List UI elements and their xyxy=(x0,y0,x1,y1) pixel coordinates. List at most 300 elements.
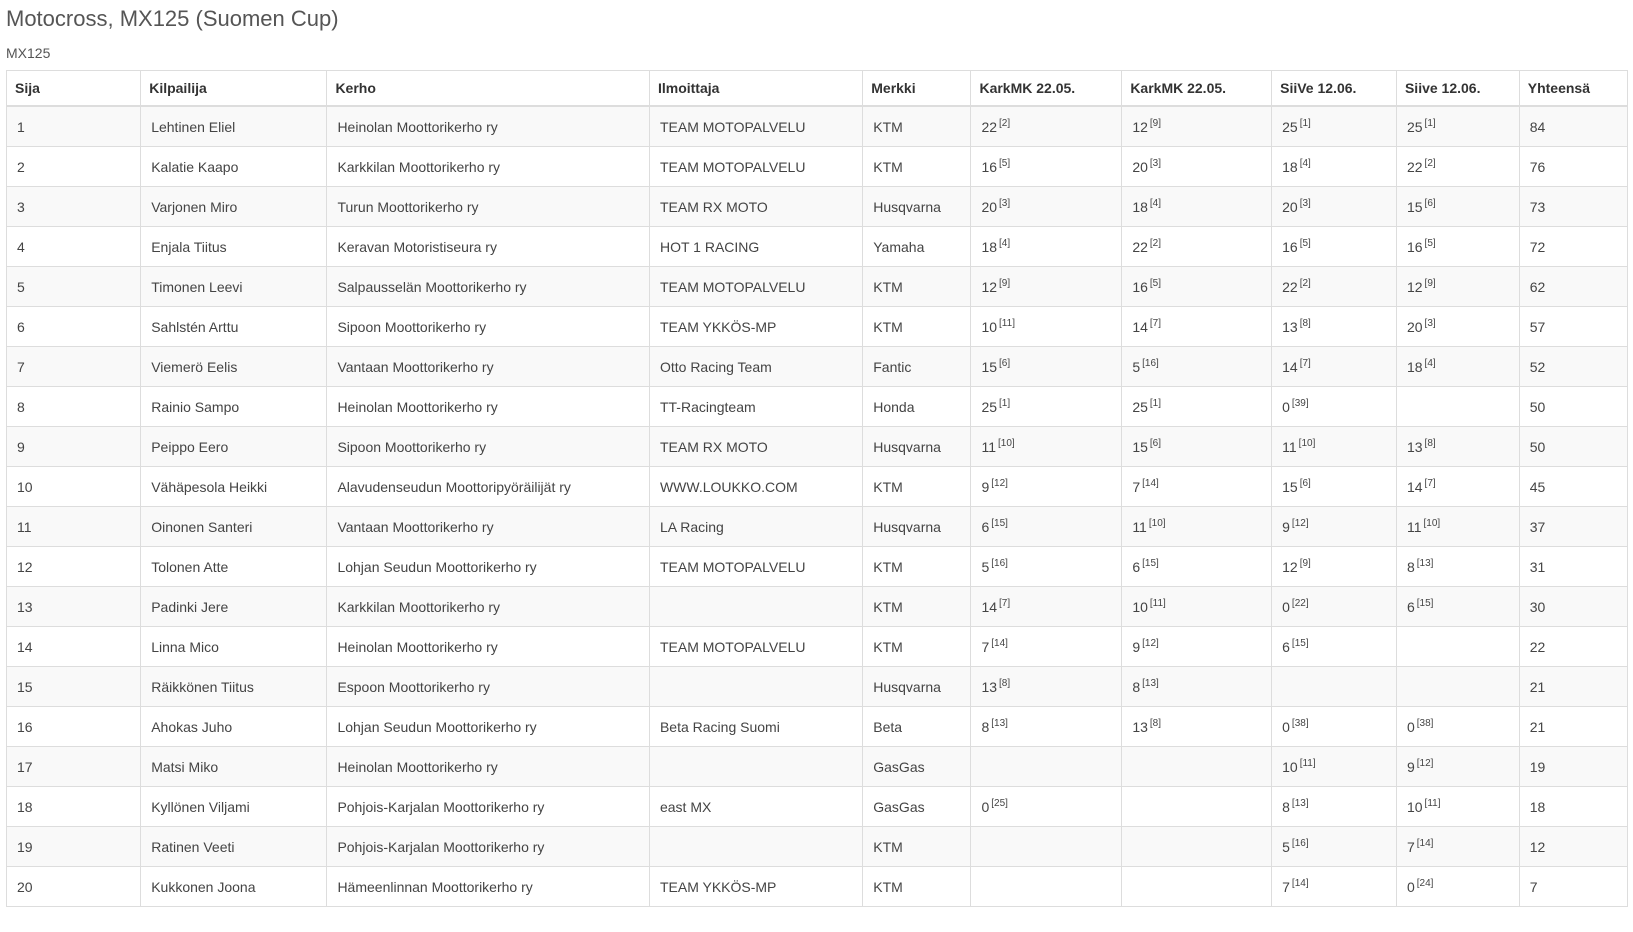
race-points: 8 xyxy=(1406,559,1415,575)
race-points-cell xyxy=(1122,667,1272,707)
table-row xyxy=(7,867,1628,907)
position-cell: 3 xyxy=(7,187,141,227)
race-points: 0 xyxy=(1282,719,1290,735)
race-position: [5] xyxy=(1424,238,1436,249)
brand-cell: GasGas xyxy=(863,787,971,827)
race-position: [2] xyxy=(1424,158,1436,169)
race-position: [7] xyxy=(1424,478,1436,489)
club-cell: Heinolan Moottorikerho ry xyxy=(327,747,650,787)
race-points: 9 xyxy=(1282,519,1290,535)
race-points-cell xyxy=(971,467,1122,507)
race-position: [25] xyxy=(991,798,1008,809)
position-cell: 4 xyxy=(7,227,141,267)
position-cell: 15 xyxy=(7,667,141,707)
race-points-cell xyxy=(1396,106,1519,147)
race-position: [9] xyxy=(999,278,1011,289)
table-row xyxy=(7,187,1628,227)
race-points: 16 xyxy=(981,159,998,175)
race-points-cell xyxy=(1122,387,1272,427)
rider-name-cell: Sahlstén Arttu xyxy=(141,307,327,347)
race-points: 20 xyxy=(1406,319,1423,335)
race-points-cell xyxy=(1272,667,1397,707)
total-points-cell: 45 xyxy=(1519,467,1627,507)
club-cell: Keravan Motoristiseura ry xyxy=(327,227,650,267)
race-position: [12] xyxy=(1416,758,1434,769)
race-points-cell xyxy=(1122,147,1272,187)
race-points-cell xyxy=(1396,867,1519,907)
race-position: [12] xyxy=(1291,518,1309,529)
race-position: [10] xyxy=(1148,518,1166,529)
table-row xyxy=(7,547,1628,587)
table-row xyxy=(7,147,1628,187)
race-points-cell xyxy=(1272,547,1397,587)
brand-cell: KTM xyxy=(863,106,971,147)
class-subtitle: MX125 xyxy=(6,45,51,61)
race-position: [8] xyxy=(1424,438,1436,449)
position-cell: 1 xyxy=(7,106,141,147)
total-points-cell: 50 xyxy=(1519,427,1627,467)
column-header[interactable]: Ilmoittaja xyxy=(649,71,862,107)
race-position: [24] xyxy=(1416,878,1434,889)
race-points-cell xyxy=(1396,147,1519,187)
rider-name-cell: Matsi Miko xyxy=(141,747,327,787)
race-points: 12 xyxy=(981,279,998,295)
position-cell: 2 xyxy=(7,147,141,187)
team-cell xyxy=(649,747,862,787)
race-position: [10] xyxy=(1423,518,1441,529)
race-points: 25 xyxy=(1406,119,1423,135)
position-cell: 13 xyxy=(7,587,141,627)
race-points: 7 xyxy=(1282,879,1290,895)
position-cell: 6 xyxy=(7,307,141,347)
race-position: [14] xyxy=(991,638,1008,649)
race-points: 18 xyxy=(981,239,998,255)
race-points: 7 xyxy=(1132,479,1141,495)
race-position: [15] xyxy=(991,518,1008,529)
race-points: 13 xyxy=(1132,719,1148,735)
race-points-cell xyxy=(971,827,1122,867)
race-points-cell xyxy=(1272,427,1397,467)
table-row xyxy=(7,827,1628,867)
race-points-cell xyxy=(1122,227,1272,267)
column-header[interactable]: Kerho xyxy=(327,71,650,107)
race-points: 9 xyxy=(981,479,990,495)
race-points: 15 xyxy=(1406,199,1423,215)
race-points-cell xyxy=(1396,387,1519,427)
table-row xyxy=(7,227,1628,267)
race-points: 20 xyxy=(1132,159,1148,175)
race-points-cell xyxy=(1122,427,1272,467)
race-points-cell xyxy=(1122,267,1272,307)
rider-name-cell: Oinonen Santeri xyxy=(141,507,327,547)
page-title: Motocross, MX125 (Suomen Cup) xyxy=(6,6,339,31)
column-header[interactable]: SiiVe 12.06. xyxy=(1272,71,1397,107)
table-row xyxy=(7,347,1628,387)
club-cell: Pohjois-Karjalan Moottorikerho ry xyxy=(327,827,650,867)
race-points-cell xyxy=(1122,507,1272,547)
race-points-cell xyxy=(971,387,1122,427)
table-row xyxy=(7,307,1628,347)
race-position: [2] xyxy=(999,118,1011,129)
race-points: 8 xyxy=(1282,799,1290,815)
race-points: 6 xyxy=(1282,639,1290,655)
race-points-cell xyxy=(971,867,1122,907)
brand-cell: GasGas xyxy=(863,747,971,787)
team-cell: TEAM RX MOTO xyxy=(649,187,862,227)
race-points-cell xyxy=(1272,787,1397,827)
race-points-cell xyxy=(1122,827,1272,867)
race-points: 11 xyxy=(1406,519,1422,535)
club-cell: Vantaan Moottorikerho ry xyxy=(327,347,650,387)
brand-cell: KTM xyxy=(863,467,971,507)
team-cell xyxy=(649,587,862,627)
race-position: [14] xyxy=(1291,878,1309,889)
rider-name-cell: Varjonen Miro xyxy=(141,187,327,227)
race-points: 25 xyxy=(1282,119,1298,135)
total-points-cell: 73 xyxy=(1519,187,1627,227)
race-points-cell xyxy=(971,427,1122,467)
race-position: [7] xyxy=(1149,318,1162,329)
rider-name-cell: Kyllönen Viljami xyxy=(141,787,327,827)
race-points-cell xyxy=(1122,347,1272,387)
race-points-cell xyxy=(1396,587,1519,627)
race-points-cell xyxy=(1272,187,1397,227)
rider-name-cell: Ratinen Veeti xyxy=(141,827,327,867)
brand-cell: KTM xyxy=(863,147,971,187)
column-header[interactable]: Siive 12.06. xyxy=(1396,71,1519,107)
table-row xyxy=(7,467,1628,507)
brand-cell: Honda xyxy=(863,387,971,427)
race-position: [11] xyxy=(999,318,1015,329)
rider-name-cell: Tolonen Atte xyxy=(141,547,327,587)
column-header[interactable]: Yhteensä xyxy=(1519,71,1627,107)
race-points: 9 xyxy=(1132,639,1141,655)
results-table xyxy=(6,70,1628,907)
club-cell: Sipoon Moottorikerho ry xyxy=(327,427,650,467)
brand-cell: Husqvarna xyxy=(863,427,971,467)
rider-name-cell: Vähäpesola Heikki xyxy=(141,467,327,507)
table-row xyxy=(7,106,1628,147)
column-header[interactable]: Merkki xyxy=(863,71,971,107)
race-points: 18 xyxy=(1406,359,1423,375)
race-points-cell xyxy=(1396,667,1519,707)
brand-cell: Husqvarna xyxy=(863,507,971,547)
results-body xyxy=(7,106,1628,907)
race-position: [22] xyxy=(1291,598,1309,609)
race-points: 0 xyxy=(1406,719,1415,735)
total-points-cell: 30 xyxy=(1519,587,1627,627)
race-points-cell xyxy=(971,787,1122,827)
position-cell: 8 xyxy=(7,387,141,427)
table-row xyxy=(7,507,1628,547)
race-position: [13] xyxy=(1291,798,1309,809)
team-cell: TEAM YKKÖS-MP xyxy=(649,867,862,907)
position-cell: 20 xyxy=(7,867,141,907)
team-cell: Beta Racing Suomi xyxy=(649,707,862,747)
race-points-cell xyxy=(1396,707,1519,747)
position-cell: 7 xyxy=(7,347,141,387)
race-points-cell xyxy=(971,547,1122,587)
position-cell: 12 xyxy=(7,547,141,587)
race-position: [6] xyxy=(1299,478,1311,489)
race-position: [12] xyxy=(1142,638,1159,649)
position-cell: 19 xyxy=(7,827,141,867)
club-cell: Salpausselän Moottorikerho ry xyxy=(327,267,650,307)
race-points-cell xyxy=(1122,747,1272,787)
race-points-cell xyxy=(1396,347,1519,387)
race-points-cell xyxy=(1272,747,1397,787)
team-cell: TEAM YKKÖS-MP xyxy=(649,307,862,347)
brand-cell: Beta xyxy=(863,707,971,747)
rider-name-cell: Räikkönen Tiitus xyxy=(141,667,327,707)
race-position: [5] xyxy=(1299,238,1311,249)
race-points: 11 xyxy=(1282,439,1297,455)
race-position: [5] xyxy=(999,158,1011,169)
race-position: [13] xyxy=(1142,678,1159,689)
club-cell: Karkkilan Moottorikerho ry xyxy=(327,147,650,187)
race-points-cell xyxy=(1396,827,1519,867)
total-points-cell: 50 xyxy=(1519,387,1627,427)
race-position: [15] xyxy=(1291,638,1309,649)
race-points-cell xyxy=(1122,587,1272,627)
race-points: 7 xyxy=(1406,839,1415,855)
position-cell: 11 xyxy=(7,507,141,547)
brand-cell: KTM xyxy=(863,307,971,347)
race-points: 7 xyxy=(981,639,990,655)
race-position: [6] xyxy=(1149,438,1162,449)
total-points-cell: 21 xyxy=(1519,707,1627,747)
race-points: 14 xyxy=(1406,479,1423,495)
club-cell: Lohjan Seudun Moottorikerho ry xyxy=(327,547,650,587)
total-points-cell: 84 xyxy=(1519,106,1627,147)
table-row xyxy=(7,707,1628,747)
race-position: [6] xyxy=(999,358,1011,369)
race-points: 13 xyxy=(1406,439,1423,455)
race-points-cell xyxy=(1122,627,1272,667)
club-cell: Hämeenlinnan Moottorikerho ry xyxy=(327,867,650,907)
total-points-cell: 76 xyxy=(1519,147,1627,187)
race-points: 13 xyxy=(981,679,998,695)
brand-cell: KTM xyxy=(863,547,971,587)
race-points-cell xyxy=(1272,147,1397,187)
race-points-cell xyxy=(1272,827,1397,867)
brand-cell: KTM xyxy=(863,627,971,667)
race-points: 5 xyxy=(1132,359,1141,375)
race-points: 16 xyxy=(1132,279,1148,295)
race-position: [2] xyxy=(1149,238,1162,249)
race-position: [7] xyxy=(1299,358,1311,369)
race-position: [38] xyxy=(1416,718,1434,729)
column-header[interactable]: Sija xyxy=(7,71,141,107)
table-header-row xyxy=(7,71,1628,107)
race-points-cell xyxy=(1272,307,1397,347)
brand-cell: Fantic xyxy=(863,347,971,387)
column-header[interactable]: Kilpailija xyxy=(141,71,327,107)
club-cell: Karkkilan Moottorikerho ry xyxy=(327,587,650,627)
race-position: [10] xyxy=(1298,438,1316,449)
race-points: 25 xyxy=(981,399,998,415)
race-points: 9 xyxy=(1406,759,1415,775)
race-points-cell xyxy=(1272,106,1397,147)
race-points-cell xyxy=(1396,427,1519,467)
race-points-cell xyxy=(971,267,1122,307)
race-position: [14] xyxy=(1142,478,1159,489)
race-position: [11] xyxy=(1299,758,1316,769)
race-points: 10 xyxy=(1132,599,1148,615)
total-points-cell: 31 xyxy=(1519,547,1627,587)
race-position: [3] xyxy=(999,198,1011,209)
team-cell xyxy=(649,667,862,707)
column-header[interactable]: KarkMK 22.05. xyxy=(1122,71,1272,107)
race-points: 16 xyxy=(1282,239,1298,255)
race-position: [7] xyxy=(999,598,1011,609)
race-points: 8 xyxy=(1132,679,1141,695)
rider-name-cell: Kalatie Kaapo xyxy=(141,147,327,187)
brand-cell: Husqvarna xyxy=(863,187,971,227)
race-position: [39] xyxy=(1291,398,1309,409)
club-cell: Sipoon Moottorikerho ry xyxy=(327,307,650,347)
brand-cell: KTM xyxy=(863,827,971,867)
race-points: 13 xyxy=(1282,319,1298,335)
race-points: 0 xyxy=(1406,879,1415,895)
rider-name-cell: Linna Mico xyxy=(141,627,327,667)
race-position: [1] xyxy=(1149,398,1162,409)
race-points: 0 xyxy=(1282,599,1290,615)
race-points-cell xyxy=(971,147,1122,187)
race-points: 10 xyxy=(1282,759,1298,775)
race-points: 22 xyxy=(1282,279,1298,295)
race-points-cell xyxy=(1272,347,1397,387)
race-points-cell xyxy=(1396,627,1519,667)
race-position: [10] xyxy=(998,438,1015,449)
position-cell: 5 xyxy=(7,267,141,307)
position-cell: 17 xyxy=(7,747,141,787)
race-points-cell xyxy=(1396,787,1519,827)
race-points-cell xyxy=(1122,787,1272,827)
club-cell: Lohjan Seudun Moottorikerho ry xyxy=(327,707,650,747)
race-points-cell xyxy=(1272,587,1397,627)
race-position: [9] xyxy=(1299,558,1311,569)
race-points-cell xyxy=(1122,187,1272,227)
race-points-cell xyxy=(1272,507,1397,547)
race-points-cell xyxy=(971,106,1122,147)
race-points-cell xyxy=(1122,707,1272,747)
race-points: 20 xyxy=(981,199,998,215)
race-points-cell xyxy=(1122,307,1272,347)
rider-name-cell: Viemerö Eelis xyxy=(141,347,327,387)
race-position: [8] xyxy=(999,678,1011,689)
table-row xyxy=(7,667,1628,707)
club-cell: Alavudenseudun Moottoripyöräilijät ry xyxy=(327,467,650,507)
race-position: [16] xyxy=(1142,358,1159,369)
team-cell: TEAM MOTOPALVELU xyxy=(649,547,862,587)
race-points-cell xyxy=(1272,707,1397,747)
race-points: 10 xyxy=(981,319,998,335)
race-points: 11 xyxy=(1132,519,1147,535)
table-row xyxy=(7,587,1628,627)
race-points-cell xyxy=(971,747,1122,787)
team-cell: TEAM MOTOPALVELU xyxy=(649,147,862,187)
race-position: [13] xyxy=(991,718,1008,729)
race-position: [2] xyxy=(1299,278,1311,289)
race-position: [4] xyxy=(999,238,1011,249)
race-points-cell xyxy=(1272,627,1397,667)
total-points-cell: 22 xyxy=(1519,627,1627,667)
race-points-cell xyxy=(1396,227,1519,267)
race-points: 25 xyxy=(1132,399,1148,415)
race-points-cell xyxy=(1272,867,1397,907)
race-points: 22 xyxy=(1406,159,1423,175)
race-points-cell xyxy=(1396,547,1519,587)
position-cell: 10 xyxy=(7,467,141,507)
rider-name-cell: Enjala Tiitus xyxy=(141,227,327,267)
total-points-cell: 21 xyxy=(1519,667,1627,707)
race-position: [16] xyxy=(991,558,1008,569)
total-points-cell: 52 xyxy=(1519,347,1627,387)
column-header[interactable]: KarkMK 22.05. xyxy=(971,71,1122,107)
race-position: [3] xyxy=(1299,198,1311,209)
race-position: [15] xyxy=(1142,558,1159,569)
race-position: [5] xyxy=(1149,278,1162,289)
race-position: [16] xyxy=(1291,838,1309,849)
race-position: [9] xyxy=(1424,278,1436,289)
rider-name-cell: Timonen Leevi xyxy=(141,267,327,307)
total-points-cell: 37 xyxy=(1519,507,1627,547)
team-cell: TEAM MOTOPALVELU xyxy=(649,627,862,667)
race-points: 18 xyxy=(1132,199,1148,215)
race-position: [11] xyxy=(1424,798,1441,809)
table-row xyxy=(7,747,1628,787)
race-points: 12 xyxy=(1132,119,1148,135)
race-position: [1] xyxy=(999,398,1011,409)
race-points: 14 xyxy=(981,599,998,615)
table-row xyxy=(7,787,1628,827)
race-points-cell xyxy=(1272,267,1397,307)
club-cell: Vantaan Moottorikerho ry xyxy=(327,507,650,547)
brand-cell: KTM xyxy=(863,587,971,627)
total-points-cell: 7 xyxy=(1519,867,1627,907)
race-points: 11 xyxy=(981,439,996,455)
total-points-cell: 18 xyxy=(1519,787,1627,827)
club-cell: Espoon Moottorikerho ry xyxy=(327,667,650,707)
total-points-cell: 12 xyxy=(1519,827,1627,867)
race-points-cell xyxy=(971,667,1122,707)
position-cell: 16 xyxy=(7,707,141,747)
race-points-cell xyxy=(971,347,1122,387)
race-points: 14 xyxy=(1132,319,1148,335)
race-points: 6 xyxy=(1132,559,1141,575)
race-points: 5 xyxy=(1282,839,1290,855)
race-points: 8 xyxy=(981,719,990,735)
race-points: 12 xyxy=(1282,559,1298,575)
race-points: 22 xyxy=(1132,239,1148,255)
team-cell: WWW.LOUKKO.COM xyxy=(649,467,862,507)
race-points: 12 xyxy=(1406,279,1423,295)
rider-name-cell: Lehtinen Eliel xyxy=(141,106,327,147)
race-position: [4] xyxy=(1149,198,1162,209)
club-cell: Heinolan Moottorikerho ry xyxy=(327,627,650,667)
race-position: [12] xyxy=(991,478,1008,489)
race-points: 0 xyxy=(981,799,990,815)
race-position: [38] xyxy=(1291,718,1309,729)
race-position: [1] xyxy=(1424,118,1436,129)
race-points: 10 xyxy=(1406,799,1423,815)
race-points-cell xyxy=(1272,227,1397,267)
race-position: [3] xyxy=(1149,158,1162,169)
race-points-cell xyxy=(971,507,1122,547)
race-position: [11] xyxy=(1149,598,1166,609)
race-position: [1] xyxy=(1299,118,1311,129)
